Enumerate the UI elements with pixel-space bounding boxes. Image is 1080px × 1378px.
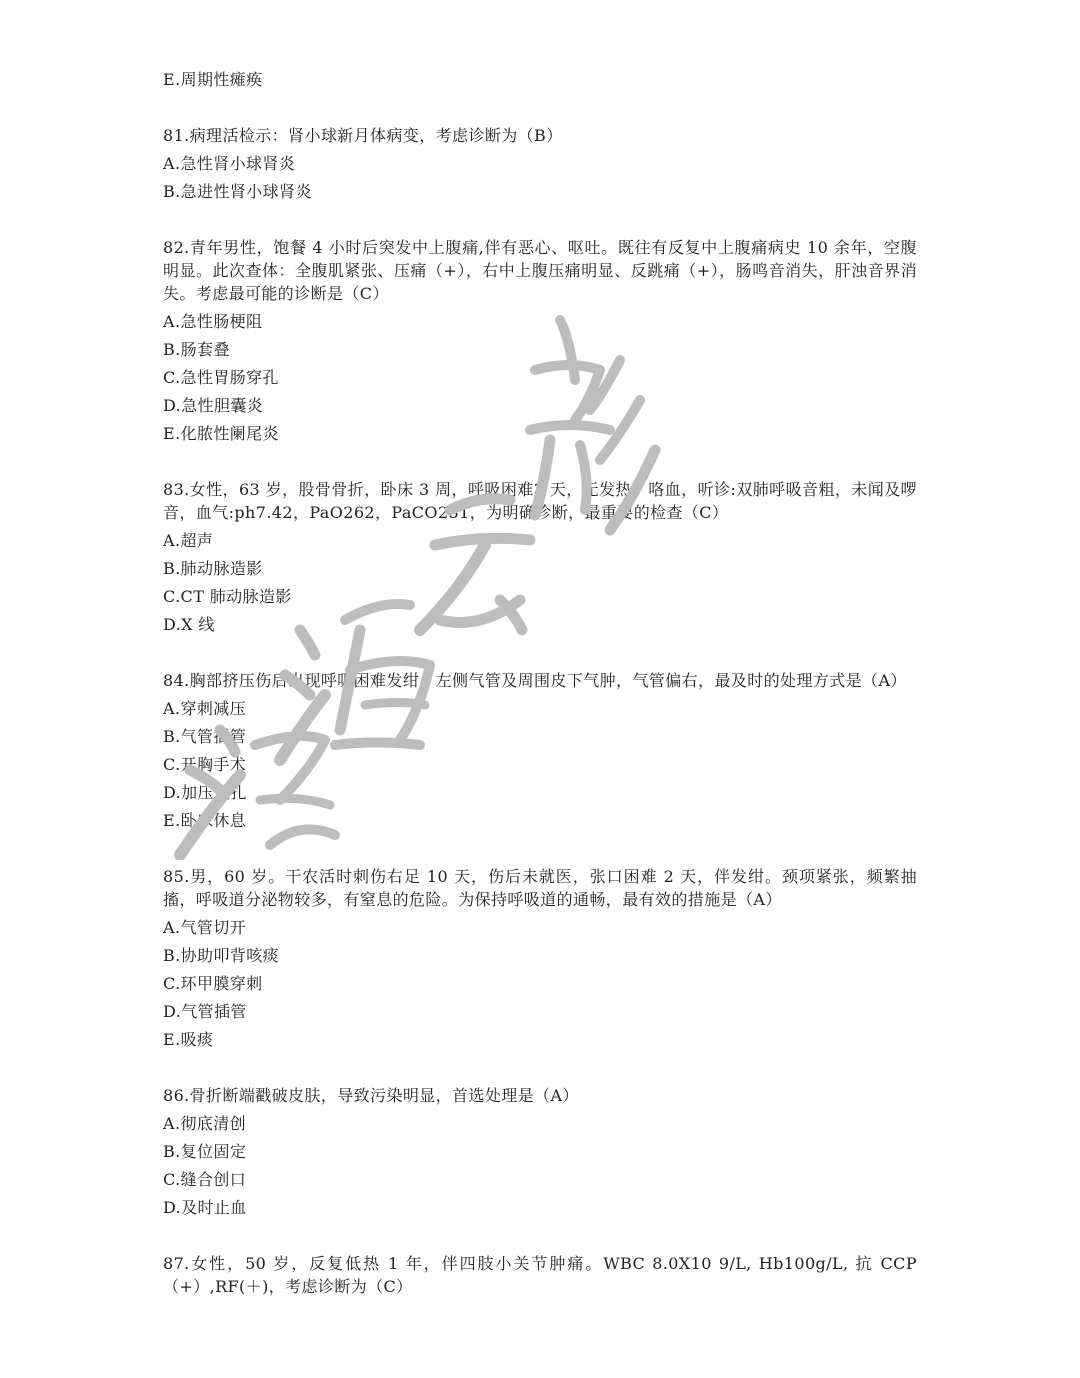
- question-stem: 86.骨折断端戳破皮肤，导致污染明显，首选处理是（A）: [163, 1086, 579, 1105]
- answer-option: C.CT 肺动脉造影: [163, 587, 292, 606]
- answer-option: C.缝合创口: [163, 1170, 247, 1189]
- paragraph-gap: [163, 835, 917, 863]
- answer-option: C.急性胃肠穿孔: [163, 368, 279, 387]
- paragraph-gap: [163, 94, 917, 122]
- answer-option: E.卧床休息: [163, 811, 247, 830]
- answer-option: B.肺动脉造影: [163, 559, 263, 578]
- answer-option: A.急性肾小球肾炎: [163, 154, 296, 173]
- paragraph-gap: [163, 1222, 917, 1250]
- answer-option: E.周期性瘫痪: [163, 70, 263, 89]
- answer-option: B.协助叩背咳痰: [163, 946, 280, 965]
- question-stem: 81.病理活检示：肾小球新月体病变，考虑诊断为（B）: [163, 126, 563, 145]
- question-stem: 84.胸部挤压伤后出现呼吸困难发绀，左侧气管及周围皮下气肿，气管偏右，最及时的处理方式是（A）: [163, 671, 907, 690]
- answer-option: A.急性肠梗阻: [163, 312, 263, 331]
- question-list: [163, 66, 917, 1301]
- answer-option: A.超声: [163, 531, 214, 550]
- question-stem: 82.青年男性，饱餐 4 小时后突发中上腹痛,伴有恶心、呕吐。既往有反复中上腹痛病史 10 余年，空腹明显。此次查体：全腹肌紧张、压痛（+），右中上腹压痛明显、反跳痛（+），肠鸣音消失，肝浊音界消失。考虑最可能的诊断是（C）: [163, 238, 917, 303]
- answer-option: D.加压包扎: [163, 783, 247, 802]
- question-stem: 83.女性，63 岁，股骨骨折，卧床 3 周，呼吸困难3 天，无发热，咯血，听诊:双肺呼吸音粗，未闻及啰音，血气:ph7.42，PaO262，PaCO231，为明确诊断，最重要的检查（C）: [163, 480, 917, 522]
- answer-option: D.急性胆囊炎: [163, 396, 264, 415]
- answer-option: A.穿刺减压: [163, 699, 247, 718]
- answer-option: C.环甲膜穿刺: [163, 974, 263, 993]
- answer-option: A.气管切开: [163, 918, 247, 937]
- answer-option: A.彻底清创: [163, 1114, 247, 1133]
- answer-option: E.吸痰: [163, 1030, 214, 1049]
- answer-option: B.肠套叠: [163, 340, 230, 359]
- answer-option: D.气管插管: [163, 1002, 247, 1021]
- paragraph-gap: [163, 639, 917, 667]
- answer-option: B.复位固定: [163, 1142, 247, 1161]
- question-stem: 85.男，60 岁。干农活时刺伤右足 10 天，伤后未就医，张口困难 2 天，伴发绀。颈项紧张，频繁抽搐，呼吸道分泌物较多，有窒息的危险。为保持呼吸道的通畅，最有效的措施是（A）: [163, 867, 917, 909]
- answer-option: B.气管插管: [163, 727, 247, 746]
- paragraph-gap: [163, 206, 917, 234]
- answer-option: C.开胸手术: [163, 755, 247, 774]
- answer-option: B.急进性肾小球肾炎: [163, 182, 312, 201]
- question-stem: 87.女性，50 岁，反复低热 1 年，伴四肢小关节肿痛。WBC 8.0X10 9/L, Hb100g/L, 抗 CCP（+）,RF(＋)，考虑诊断为（C）: [163, 1254, 917, 1296]
- answer-option: D.及时止血: [163, 1198, 247, 1217]
- answer-option: E.化脓性阑尾炎: [163, 424, 279, 443]
- paragraph-gap: [163, 1054, 917, 1082]
- paragraph-gap: [163, 448, 917, 476]
- answer-option: D.X 线: [163, 615, 215, 634]
